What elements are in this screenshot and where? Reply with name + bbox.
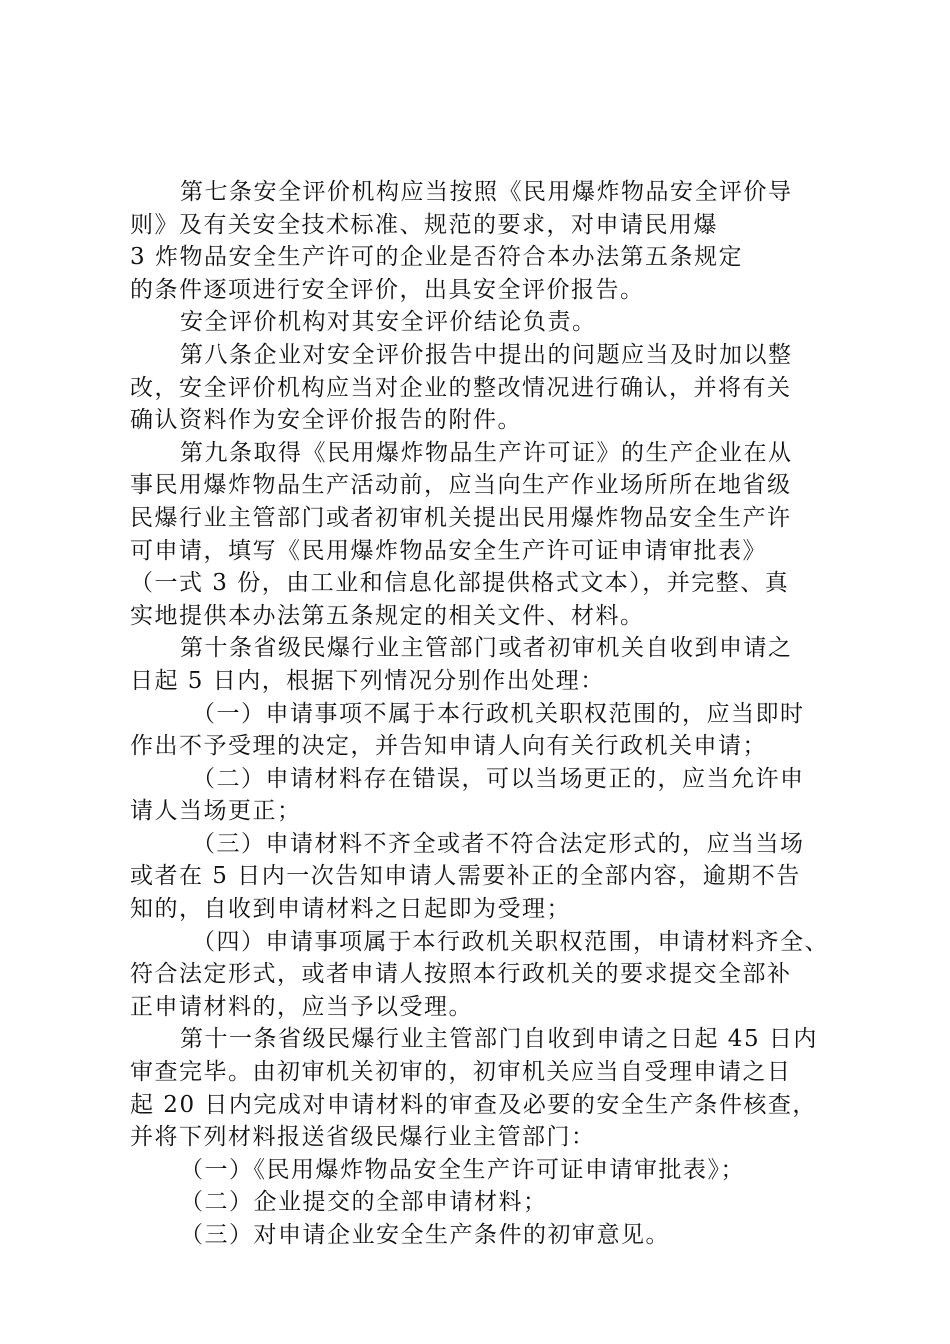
article-7-line-3: 3 炸物品安全生产许可的企业是否符合本办法第五条规定 — [130, 244, 743, 271]
article-8-line-1: 第八条企业对安全评价报告中提出的问题应当及时加以整 — [180, 341, 793, 368]
article-10-item-4-line-3: 正申请材料的，应当予以受理。 — [130, 993, 473, 1020]
document-body — [130, 176, 840, 1252]
article-7-paragraph-2: 安全评价机构对其安全评价结论负责。 — [180, 309, 597, 336]
article-10-item-2-line-2: 请人当场更正； — [130, 798, 302, 825]
article-10-item-3-line-3: 知的，自收到申请材料之日起即为受理； — [130, 896, 571, 923]
article-11-item-2: （二）企业提交的全部申请材料； — [180, 1189, 548, 1216]
article-10-item-4-line-1: （四）申请事项属于本行政机关职权范围，申请材料齐全、 — [192, 928, 829, 955]
article-9-line-6: 实地提供本办法第五条规定的相关文件、材料。 — [130, 602, 645, 629]
article-10-item-2-line-1: （二）申请材料存在错误，可以当场更正的，应当允许申 — [192, 765, 805, 792]
article-11-line-2: 审查完毕。由初审机关初审的，初审机关应当自受理申请之日 — [130, 1059, 792, 1086]
article-10-item-1-line-1: （一）申请事项不属于本行政机关职权范围的，应当即时 — [192, 700, 805, 727]
article-8-line-3: 确认资料作为安全评价报告的附件。 — [130, 407, 522, 434]
article-7-line-1: 第七条安全评价机构应当按照《民用爆炸物品安全评价导 — [180, 179, 793, 205]
article-9-line-5: （一式 3 份，由工业和信息化部提供格式文本），并完整、真 — [130, 570, 790, 597]
article-11-line-4: 并将下列材料报送省级民爆行业主管部门： — [130, 1124, 596, 1151]
article-9-line-4: 可申请，填写《民用爆炸物品安全生产许可证申请审批表》 — [130, 537, 767, 564]
article-7-line-4: 的条件逐项进行安全评价，出具安全评价报告。 — [130, 276, 645, 303]
article-11-line-3: 起 20 日内完成对申请材料的审查及必要的安全生产条件核查， — [130, 1091, 817, 1118]
article-8-line-2: 改，安全评价机构应当对企业的整改情况进行确认，并将有关 — [130, 374, 792, 401]
article-9-line-3: 民爆行业主管部门或者初审机关提出民用爆炸物品安全生产许 — [130, 504, 792, 531]
article-11-item-1: （一）《民用爆炸物品安全生产许可证申请审批表》； — [180, 1156, 745, 1183]
article-11-line-1: 第十一条省级民爆行业主管部门自收到申请之日起 45 日内 — [180, 1026, 818, 1053]
article-10-line-2: 日起 5 日内，根据下列情况分别作出处理： — [130, 667, 605, 694]
article-10-item-1-line-2: 作出不予受理的决定，并告知申请人向有关行政机关申请； — [130, 733, 767, 760]
article-11-item-3: （三）对申请企业安全生产条件的初审意见。 — [180, 1222, 670, 1248]
article-9-line-2: 事民用爆炸物品生产活动前，应当向生产作业场所所在地省级 — [130, 472, 792, 499]
article-10-item-3-line-1: （三）申请材料不齐全或者不符合法定形式的，应当当场 — [192, 830, 805, 857]
article-10-item-4-line-2: 符合法定形式，或者申请人按照本行政机关的要求提交全部补 — [130, 961, 792, 988]
article-10-line-1: 第十条省级民爆行业主管部门或者初审机关自收到申请之 — [180, 635, 793, 662]
article-10-item-3-line-2: 或者在 5 日内一次告知申请人需要补正的全部内容，逾期不告 — [130, 863, 801, 890]
article-7-line-2: 则》及有关安全技术标准、规范的要求，对申请民用爆 — [130, 211, 718, 238]
article-9-line-1: 第九条取得《民用爆炸物品生产许可证》的生产企业在从 — [180, 439, 793, 466]
